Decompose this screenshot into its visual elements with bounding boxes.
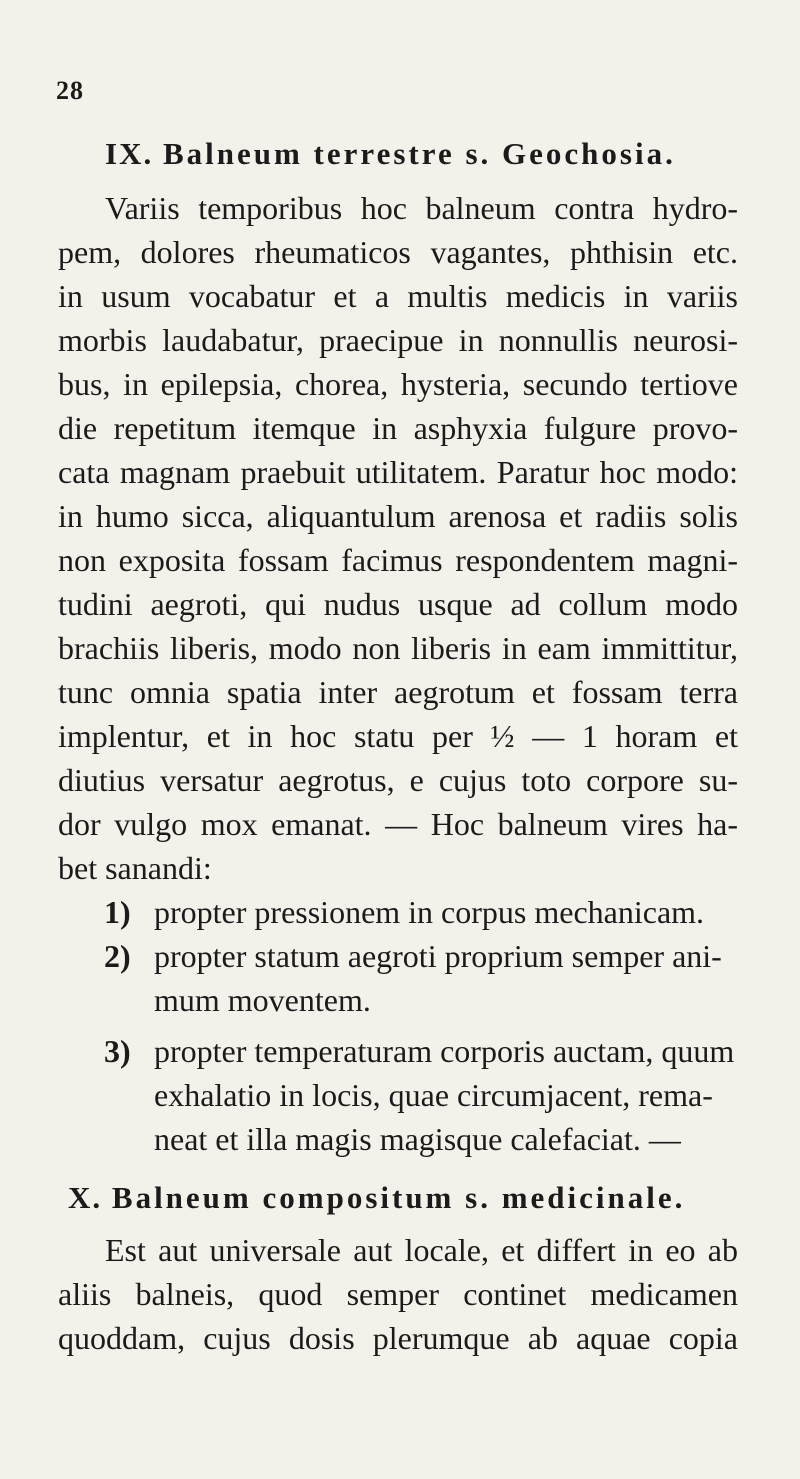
section-number: IX.	[105, 136, 154, 171]
text-line: quoddam, cujus dosis plerumque ab aquae copia	[58, 1320, 738, 1356]
list-text: propter pressionem in corpus mechanicam.	[154, 894, 705, 930]
list-text: propter temperaturam corporis auctam, quum	[154, 1033, 735, 1069]
text-line: non exposita fossam facimus respondentem magni-	[58, 542, 738, 578]
page-number: 28	[56, 76, 84, 105]
list-number: 1)	[104, 894, 131, 930]
text-line: dor vulgo mox emanat. — Hoc balneum vires ha-	[58, 806, 738, 842]
text-line: Variis temporibus hoc balneum contra hydro-	[105, 190, 738, 226]
list-item-continuation: exhalatio in locis, quae circumjacent, rema-	[154, 1077, 713, 1113]
list-item	[104, 892, 784, 932]
text-line: in usum vocabatur et a multis medicis in variis	[58, 278, 738, 314]
text-line: tudini aegroti, qui nudus usque ad collum modo	[58, 586, 738, 622]
text-line: aliis balneis, quod semper continet medicamen	[58, 1276, 738, 1312]
list-item	[104, 936, 784, 976]
list-number: 2)	[104, 938, 131, 974]
text-line: morbis laudabatur, praecipue in nonnullis neurosi-	[58, 322, 738, 358]
text-line: tunc omnia spatia inter aegrotum et fossam terra	[58, 674, 738, 710]
section-heading-x	[68, 1180, 685, 1216]
text-line: in humo sicca, aliquantulum arenosa et radiis solis	[58, 498, 738, 534]
text-line: Est aut universale aut locale, et differt in eo ab	[105, 1232, 738, 1268]
text-line: die repetitum itemque in asphyxia fulgure provo-	[58, 410, 738, 446]
list-text: propter statum aegroti proprium semper ani-	[154, 938, 722, 974]
section-heading-ix	[105, 136, 676, 172]
text-line: bet sanandi:	[58, 850, 212, 886]
text-line: pem, dolores rheumaticos vagantes, phthisin etc.	[58, 234, 738, 270]
text-line: bus, in epilepsia, chorea, hysteria, secundo tertiove	[58, 366, 738, 402]
text-line: diutius versatur aegrotus, e cujus toto corpore su-	[58, 762, 738, 798]
text-line: brachiis liberis, modo non liberis in eam immittitur,	[58, 630, 738, 666]
list-item-continuation: mum moventem.	[154, 982, 371, 1018]
text-line: implentur, et in hoc statu per ½ — 1 horam et	[58, 718, 738, 754]
list-item	[104, 1031, 784, 1071]
list-item-continuation: neat et illa magis magisque calefaciat. —	[154, 1121, 681, 1157]
section-title: Balneum terrestre s. Geochosia.	[162, 136, 676, 171]
text-line: cata magnam praebuit utilitatem. Paratur hoc modo:	[58, 454, 738, 490]
section-title: Balneum compositum s. medicinale.	[111, 1180, 686, 1215]
list-number: 3)	[104, 1033, 131, 1069]
section-number: X.	[68, 1180, 103, 1215]
